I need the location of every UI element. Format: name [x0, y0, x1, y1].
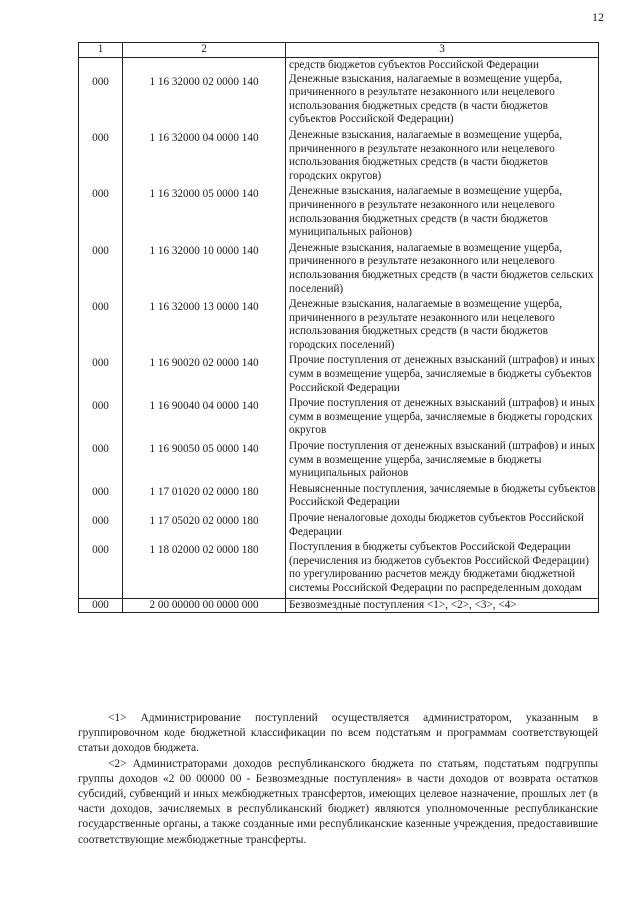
- table-row: [79, 397, 599, 440]
- table-header-row: [79, 43, 599, 58]
- name-cell: Поступления в бюджеты субъектов Российской Федерации (перечисления из бюджетов субъектов Российской Федерации) по урегулированию расчетов между бюджетами бюджетной системы Российской Федерации по распределенным доходам: [286, 541, 599, 598]
- code-cell: 1 16 32000 10 0000 140: [123, 242, 286, 298]
- code-cell: 1 16 32000 13 0000 140: [123, 298, 286, 354]
- admin-cell: 000: [79, 354, 123, 397]
- name-cell: Прочие поступления от денежных взысканий (штрафов) и иных сумм в возмещение ущерба, зачисляемые в бюджеты муниципальных районов: [286, 440, 599, 483]
- admin-cell: 000: [79, 541, 123, 598]
- admin-cell: 000: [79, 185, 123, 241]
- table-row: [79, 185, 599, 241]
- name-cell: Прочие поступления от денежных взысканий (штрафов) и иных сумм в возмещение ущерба, зачисляемые в бюджеты субъектов Российской Федерации: [286, 354, 599, 397]
- footnote-1: <1> Администрирование поступлений осуществляется администратором, указанным в группировочном коде бюджетной классификации по всем подстатьям и программам соответствующей статьи доходов бюджета.: [78, 712, 598, 755]
- code-cell: 1 16 90020 02 0000 140: [123, 354, 286, 397]
- code-cell: 2 00 00000 00 0000 000: [123, 598, 286, 613]
- name-cell: Денежные взыскания, налагаемые в возмещение ущерба, причиненного в результате незаконного или нецелевого использования бюджетных средств (в части бюджетов муниципальных районов): [286, 185, 599, 241]
- code-cell: 1 16 32000 05 0000 140: [123, 185, 286, 241]
- code-cell: 1 16 90050 05 0000 140: [123, 440, 286, 483]
- table-row: [79, 440, 599, 483]
- code-cell: 1 16 90040 04 0000 140: [123, 397, 286, 440]
- footnote-2: <2> Администраторами доходов республиканского бюджета по статьям, подстатьям подгруппы группы доходов «2 00 00000 00 - Безвозмездные поступления» в части доходов от возврата остатков субсидий, субвенций и иных межбюджетных трансфертов, имеющих целевое назначение, прошлых лет (в части доходов, зачисляемых в республиканский бюджет) являются уполномоченные республиканские государственные органы, а также созданные ими республиканские казенные учреждения, предоставившие соответствующие межбюджетные трансферты.: [78, 757, 598, 846]
- code-cell: 1 17 01020 02 0000 180: [123, 483, 286, 512]
- name-cell: Невыясненные поступления, зачисляемые в бюджеты субъектов Российской Федерации: [286, 483, 599, 512]
- name-cell: Денежные взыскания, налагаемые в возмещение ущерба, причиненного в результате незаконного или нецелевого использования бюджетных средств (в части бюджетов городских поселений): [286, 298, 599, 354]
- table-row: [79, 242, 599, 298]
- page-number: 12: [592, 10, 604, 24]
- table-row-continuation: [79, 58, 599, 73]
- admin-cell: 000: [79, 397, 123, 440]
- name-cell: Денежные взыскания, налагаемые в возмещение ущерба, причиненного в результате незаконного или нецелевого использования бюджетных средств (в части бюджетов городских округов): [286, 129, 599, 185]
- name-cell: Денежные взыскания, налагаемые в возмещение ущерба, причиненного в результате незаконного или нецелевого использования бюджетных средств (в части бюджетов субъектов Российской Федерации): [286, 73, 599, 129]
- admin-cell: 000: [79, 440, 123, 483]
- table-row: [79, 512, 599, 541]
- admin-cell: 000: [79, 73, 123, 129]
- admin-cell: 000: [79, 598, 123, 613]
- admin-cell: 000: [79, 483, 123, 512]
- admin-cell: 000: [79, 242, 123, 298]
- code-cell: 1 18 02000 02 0000 180: [123, 541, 286, 598]
- admin-cell: 000: [79, 129, 123, 185]
- table-row: [79, 598, 599, 613]
- table-row: [79, 73, 599, 129]
- table-row: [79, 298, 599, 354]
- table-row: [79, 129, 599, 185]
- admin-cell: 000: [79, 298, 123, 354]
- code-cell: 1 16 32000 02 0000 140: [123, 73, 286, 129]
- column-header-name: 3: [286, 43, 599, 58]
- name-cell: Прочие поступления от денежных взысканий (штрафов) и иных сумм в возмещение ущерба, зачисляемые в бюджеты городских округов: [286, 397, 599, 440]
- column-header-code: 2: [123, 43, 286, 58]
- admin-cell: 000: [79, 512, 123, 541]
- code-cell: [123, 58, 286, 73]
- name-cell: Безвозмездные поступления <1>, <2>, <3>, <4>: [286, 598, 599, 613]
- column-header-admin: 1: [79, 43, 123, 58]
- name-cell: средств бюджетов субъектов Российской Федерации: [286, 58, 599, 73]
- code-cell: 1 17 05020 02 0000 180: [123, 512, 286, 541]
- revenue-classification-table: [78, 42, 599, 613]
- admin-cell: [79, 58, 123, 73]
- name-cell: Денежные взыскания, налагаемые в возмещение ущерба, причиненного в результате незаконного или нецелевого использования бюджетных средств (в части бюджетов сельских поселений): [286, 242, 599, 298]
- name-cell: Прочие неналоговые доходы бюджетов субъектов Российской Федерации: [286, 512, 599, 541]
- table-row: [79, 354, 599, 397]
- table-row: [79, 541, 599, 598]
- code-cell: 1 16 32000 04 0000 140: [123, 129, 286, 185]
- table-row: [79, 483, 599, 512]
- footnotes: [78, 711, 598, 848]
